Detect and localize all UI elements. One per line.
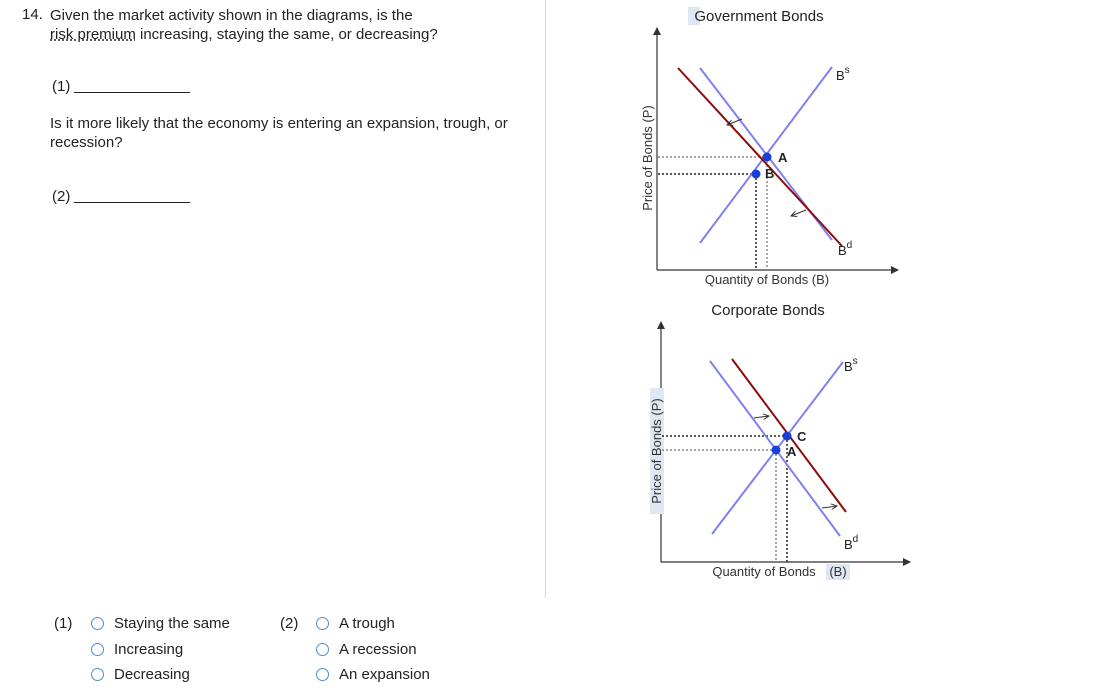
x-axis-label: Quantity of Bonds [712,564,816,579]
option-label: Staying the same [114,615,230,632]
point-b-label: B [765,166,775,181]
supply-label: $B^s$ [844,356,858,374]
corporate-bonds-diagram [649,302,910,580]
government-bonds-title: Government Bonds [694,8,824,25]
demand-label: $B^d$ [838,240,853,258]
answer-group-1-label: (1) [54,615,73,632]
answer-group-2-label: (2) [280,615,299,632]
answer-blank-1-label: (1) [52,78,71,95]
option-label: An expansion [339,666,430,683]
option-label: Decreasing [114,666,190,683]
shift-arrow-right-lower [822,506,837,508]
option-label: Increasing [114,641,184,658]
sub-question-text: Is it more likely that the economy is entering an expansion, trough, or recession? [50,115,508,151]
option-label: A trough [339,615,395,632]
answer-blank-2-label: (2) [52,188,71,205]
point-a-label: A [787,444,797,459]
y-axis-label: Price of Bonds (P) [640,105,655,211]
x-axis-unit: (B) [829,564,847,579]
equilibrium-point-b [752,170,761,179]
equilibrium-point-a [772,446,781,455]
y-axis-label: Price of Bonds (P) [649,398,664,504]
corporate-bonds-title: Corporate Bonds [711,302,825,319]
risk-premium-link[interactable]: risk premium [50,26,136,43]
equilibrium-point-a [763,153,772,162]
demand-label: $B^d$ [844,534,859,552]
question-text-start: Given the market activity shown in the diagrams, is the [50,7,413,24]
option-label: A recession [339,641,417,658]
question-text-end: increasing, staying the same, or decreasing? [135,26,438,43]
question-number: 14. [22,6,43,23]
point-a-label: A [778,150,788,165]
equilibrium-point-c [783,432,792,441]
government-bonds-diagram [640,7,898,287]
shift-arrow-right-upper [754,416,769,418]
x-axis-label: Quantity of Bonds (B) [704,272,830,287]
point-c-label: C [797,429,807,444]
shift-arrow-left-upper [727,119,742,125]
supply-label: $B^s$ [836,65,850,83]
shift-arrow-left-lower [791,210,806,216]
